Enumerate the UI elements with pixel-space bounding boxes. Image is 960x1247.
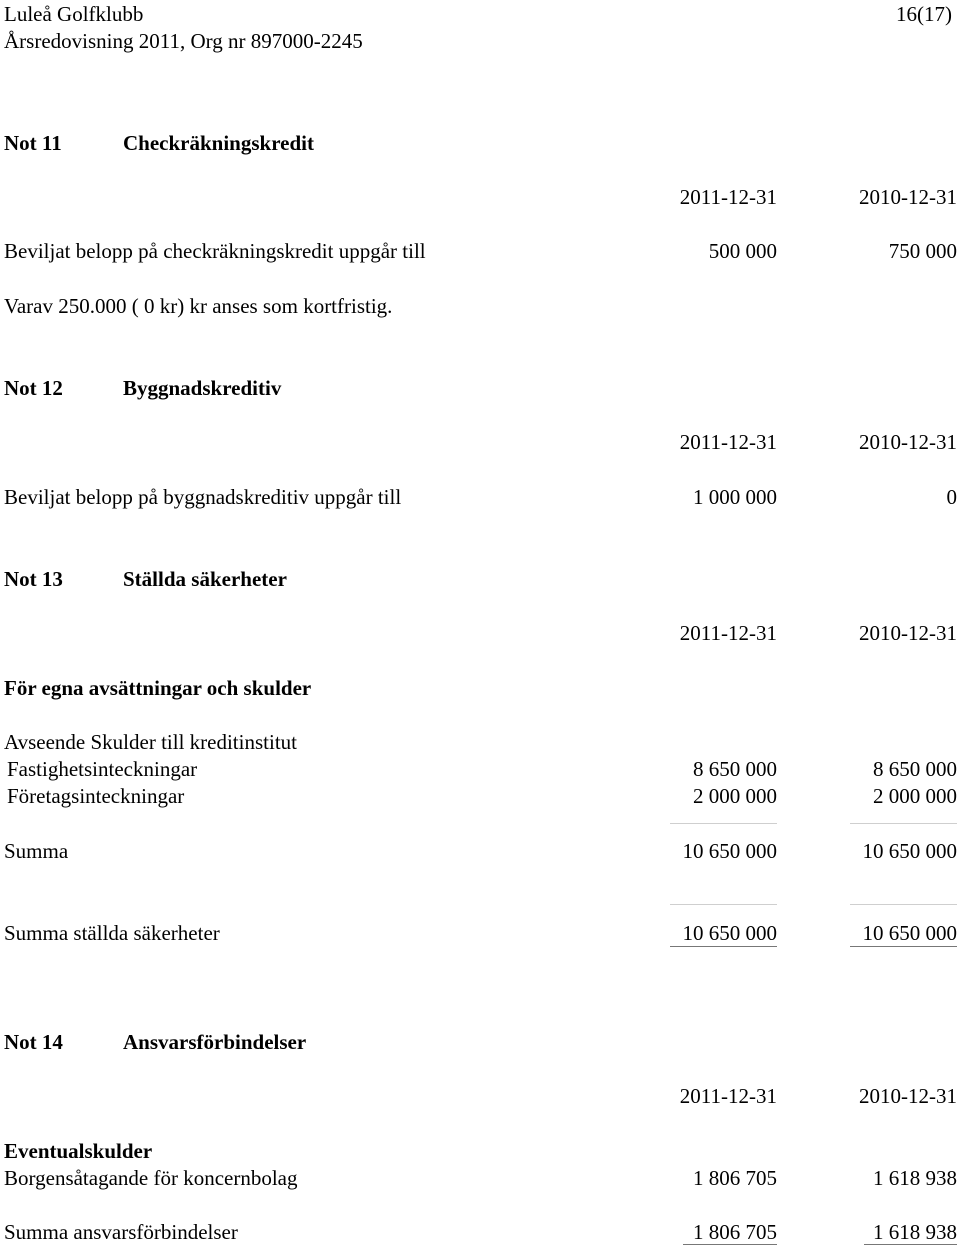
not13-sum-rule-2011: [670, 823, 777, 824]
not13-total-rule-top-2011: [670, 904, 777, 905]
not12-row-v1: 1 000 000: [693, 485, 777, 509]
not11-col-2010: 2010-12-31: [859, 185, 957, 209]
not14-subheading: Eventualskulder: [4, 1139, 153, 1163]
not13-row-v2: 8 650 000: [873, 757, 957, 781]
not13-total-underline-2010: [850, 946, 957, 947]
page-number: 16(17): [896, 2, 952, 26]
not13-row-label: Fastighetsinteckningar: [7, 757, 198, 781]
not13-summa-v2: 10 650 000: [862, 839, 957, 863]
not13-row-v2: 2 000 000: [873, 784, 957, 808]
not11-row-v1: 500 000: [708, 239, 777, 263]
not14-total-underline-2010: [864, 1244, 957, 1245]
not11-row-v2: 750 000: [888, 239, 957, 263]
not12-row-label: Beviljat belopp på byggnadskreditiv uppgår till: [4, 485, 402, 509]
not12-title: Byggnadskreditiv: [123, 376, 282, 400]
not14-col-2011: 2011-12-31: [679, 1084, 777, 1108]
not14-total-underline-2011: [683, 1244, 777, 1245]
not13-summa-label: Summa: [4, 839, 69, 863]
not14-row-v2: 1 618 938: [873, 1166, 957, 1190]
not12-col-2010: 2010-12-31: [859, 430, 957, 454]
not13-summa-v1: 10 650 000: [682, 839, 777, 863]
not14-total-v1: 1 806 705: [693, 1220, 777, 1244]
not12-row-v2: 0: [946, 485, 957, 509]
not13-col-2010: 2010-12-31: [859, 621, 957, 645]
not14-row-label: Borgensåtagande för koncernbolag: [4, 1166, 298, 1190]
not13-title: Ställda säkerheter: [123, 567, 287, 591]
not13-total-rule-top-2010: [850, 904, 957, 905]
not11-note: Varav 250.000 ( 0 kr) kr anses som kortfristig.: [4, 294, 393, 318]
not12-label: Not 12: [4, 376, 63, 400]
not13-row-v1: 8 650 000: [693, 757, 777, 781]
not13-sum-rule-2010: [850, 823, 957, 824]
not11-label: Not 11: [4, 131, 62, 155]
not13-row-label: Företagsinteckningar: [7, 784, 185, 808]
not13-total-v1: 10 650 000: [682, 921, 777, 945]
not13-subheading: För egna avsättningar och skulder: [4, 676, 312, 700]
org-name: Luleå Golfklubb: [4, 2, 144, 26]
not13-group-label: Avseende Skulder till kreditinstitut: [4, 730, 297, 754]
not14-label: Not 14: [4, 1030, 63, 1054]
not11-title: Checkräkningskredit: [123, 131, 314, 155]
not12-col-2011: 2011-12-31: [679, 430, 777, 454]
not13-row-v1: 2 000 000: [693, 784, 777, 808]
not13-total-v2: 10 650 000: [862, 921, 957, 945]
not11-col-2011: 2011-12-31: [679, 185, 777, 209]
not14-row-v1: 1 806 705: [693, 1166, 777, 1190]
not13-total-label: Summa ställda säkerheter: [4, 921, 220, 945]
not11-row-label: Beviljat belopp på checkräkningskredit uppgår till: [4, 239, 426, 263]
not14-col-2010: 2010-12-31: [859, 1084, 957, 1108]
report-subtitle: Årsredovisning 2011, Org nr 897000-2245: [4, 29, 363, 53]
not14-total-label: Summa ansvarsförbindelser: [4, 1220, 238, 1244]
not13-total-underline-2011: [670, 946, 777, 947]
not13-col-2011: 2011-12-31: [679, 621, 777, 645]
not13-label: Not 13: [4, 567, 63, 591]
not14-title: Ansvarsförbindelser: [123, 1030, 307, 1054]
not14-total-v2: 1 618 938: [873, 1220, 957, 1244]
